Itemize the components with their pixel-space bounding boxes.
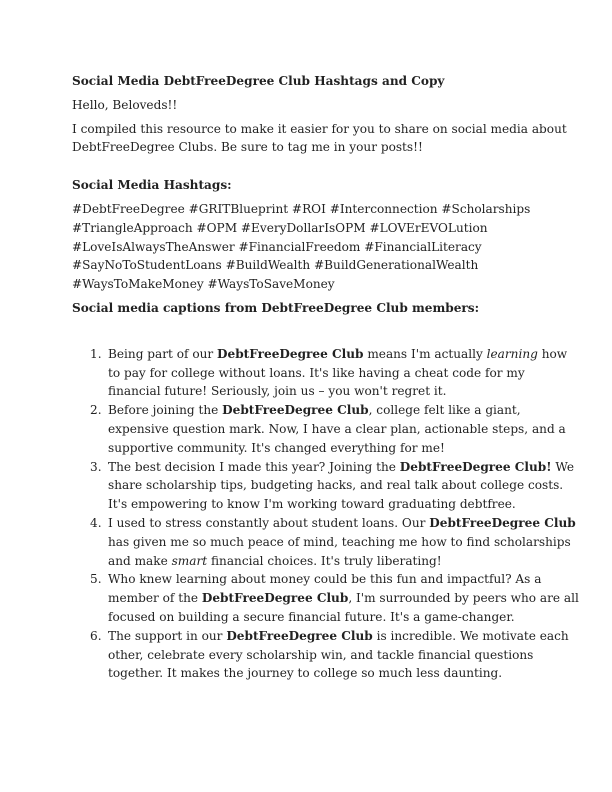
caption-text: supportive community. It's changed everything for me! [108, 440, 445, 455]
hashtag-line: #SayNoToStudentLoans #BuildWealth #BuildGenerationalWealth [72, 258, 479, 273]
caption-number: 3. [90, 459, 102, 474]
document-page [72, 72, 579, 683]
caption-item [72, 514, 576, 570]
caption-item [72, 401, 566, 457]
caption-text: The support in our [108, 628, 227, 643]
captions-heading: Social media captions from DebtFreeDegree Club members: [72, 300, 480, 315]
caption-line [108, 401, 542, 420]
caption-item [72, 570, 579, 626]
caption-text: financial future! Seriously, join us – you won't regret it. [108, 384, 447, 399]
caption-text: is incredible. We motivate each [372, 628, 569, 643]
hashtag-line: #WaysToMakeMoney #WaysToSaveMoney [72, 277, 335, 292]
club-name: DebtFreeDegree Club [201, 591, 349, 606]
caption-text: expensive question mark. Now, I have a clear plan, actionable steps, and a [108, 421, 566, 436]
caption-line [108, 458, 574, 477]
caption-line [108, 495, 542, 514]
caption-line [108, 345, 568, 364]
caption-line [108, 627, 569, 646]
intro-paragraph [72, 120, 567, 158]
hashtag-list [72, 200, 542, 294]
caption-text: to pay for college without loans. It's like having a cheat code for my [108, 365, 525, 380]
caption-text: , I'm surrounded by peers who are all [348, 591, 579, 606]
caption-text: focused on building a secure financial future. It's a game-changer. [108, 609, 515, 624]
caption-text: Before joining the [108, 403, 223, 418]
caption-line [108, 533, 571, 552]
caption-text: how [537, 346, 568, 361]
caption-line [108, 646, 542, 665]
caption-line [108, 382, 542, 401]
document-title: Social Media DebtFreeDegree Club Hashtags and Copy [72, 74, 445, 88]
club-name: DebtFreeDegree Club [217, 346, 364, 361]
caption-text: Who knew learning about money could be this fun and impactful? As a [108, 572, 542, 587]
caption-text: It's empowering to know I'm working toward graduating debtfree. [108, 497, 516, 512]
caption-text: , college felt like a giant, [368, 403, 521, 418]
emphasis-text: smart [171, 553, 208, 568]
caption-number: 6. [90, 628, 102, 643]
captions-list [72, 345, 579, 683]
intro-line: I compiled this resource to make it easier for you to share on social media about [72, 121, 567, 136]
caption-text: share scholarship tips, budgeting hacks, and real talk about college costs. [108, 478, 564, 493]
caption-text: other, celebrate every scholarship win, and tackle financial questions [108, 647, 534, 662]
caption-text: means I'm actually [363, 346, 487, 361]
hashtags-heading: Social Media Hashtags: [72, 178, 232, 193]
intro-line: DebtFreeDegree Clubs. Be sure to tag me in your posts!! [72, 140, 423, 155]
caption-text: and make [108, 553, 172, 568]
club-name: DebtFreeDegree Club [226, 628, 373, 643]
club-name: DebtFreeDegree Club [222, 403, 369, 418]
club-name: DebtFreeDegree Club! [399, 459, 552, 474]
caption-text: The best decision I made this year? Joining the [108, 459, 400, 474]
caption-text: Being part of our [108, 346, 218, 361]
caption-text: member of the [108, 591, 202, 606]
caption-line [108, 364, 542, 383]
caption-number: 2. [90, 403, 102, 418]
caption-item [72, 345, 568, 401]
caption-text: financial choices. It's truly liberating! [207, 553, 442, 568]
caption-line [108, 514, 576, 533]
caption-number: 4. [90, 515, 102, 530]
caption-line [108, 664, 542, 683]
caption-number: 5. [90, 572, 102, 587]
emphasis-text: learning [486, 346, 538, 361]
caption-text: has given me so much peace of mind, teaching me how to find scholarships [108, 534, 571, 549]
caption-item [72, 627, 569, 683]
hashtag-line: #LoveIsAlwaysTheAnswer #FinancialFreedom #FinancialLiteracy [72, 239, 482, 254]
greeting: Hello, Beloveds!! [72, 97, 178, 112]
caption-line [108, 420, 566, 439]
caption-line [108, 589, 579, 608]
caption-item [72, 458, 574, 514]
club-name: DebtFreeDegree Club [429, 515, 576, 530]
caption-line [108, 439, 542, 458]
hashtag-line: #TriangleApproach #OPM #EveryDollarIsOPM #LOVErEVOLution [72, 220, 488, 235]
caption-text: together. It makes the journey to college so much less daunting. [108, 666, 503, 681]
caption-line [108, 570, 542, 589]
caption-text: I used to stress constantly about student loans. Our [108, 515, 430, 530]
hashtag-line: #DebtFreeDegree #GRITBlueprint #ROI #Interconnection #Scholarships [72, 201, 531, 216]
caption-line [108, 552, 542, 571]
caption-line [108, 608, 542, 627]
caption-line [108, 476, 564, 495]
caption-number: 1. [90, 346, 102, 361]
caption-text: We [551, 459, 574, 474]
